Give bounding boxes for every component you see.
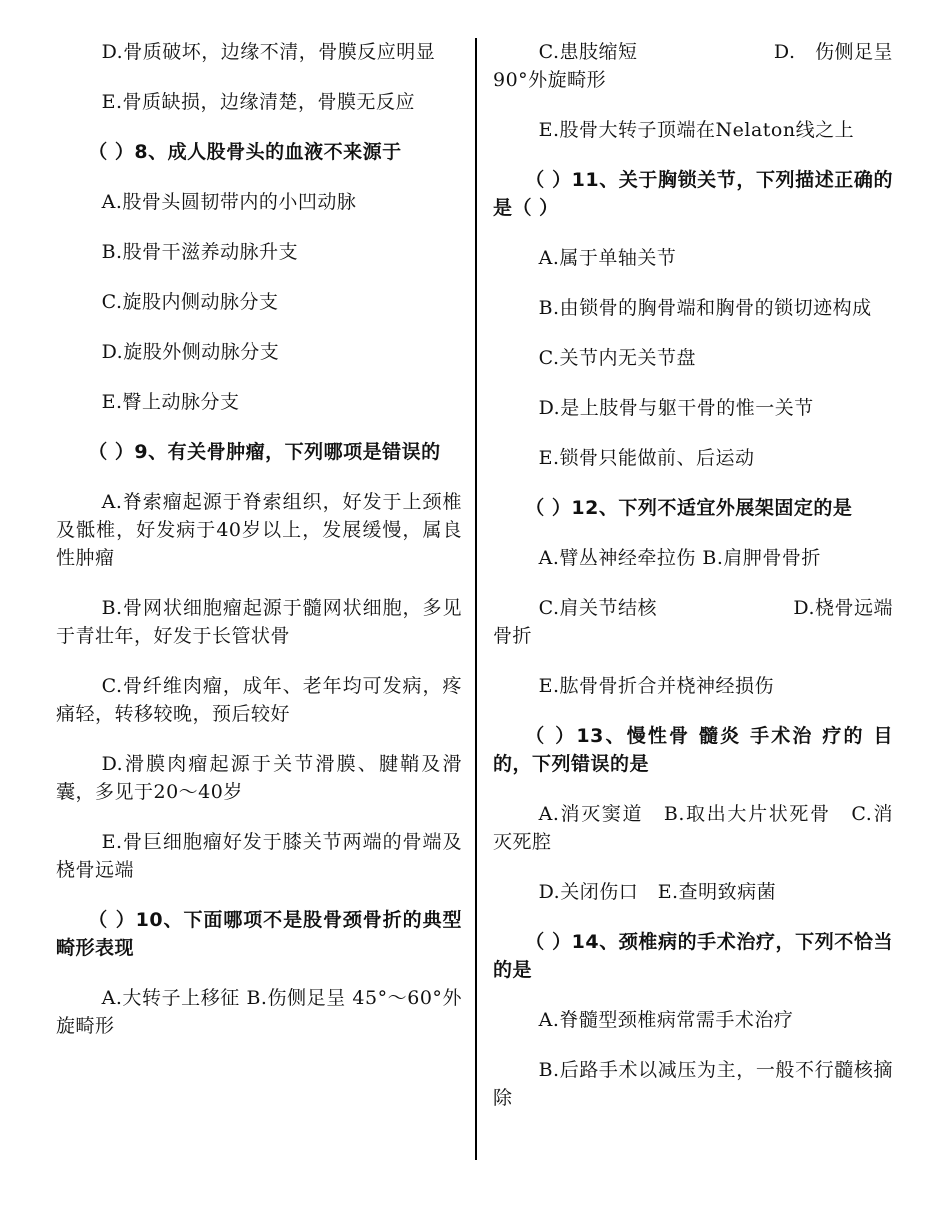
option-e: E.骨巨细胞瘤好发于膝关节两端的骨端及桡骨远端 [56,831,462,881]
option-a: A.属于单轴关节 [538,247,677,269]
question-8: （ ）8、成人股骨头的血液不来源于 [88,141,402,163]
option-e: E.锁骨只能做前、后运动 [538,447,755,469]
option-ab: A.臂丛神经牵拉伤 B.肩胛骨骨折 [538,547,821,569]
option-d-continued: 90°外旋畸形 [493,69,607,91]
option-c: C.关节内无关节盘 [538,347,696,369]
question-11: （ ）11、关于胸锁关节，下列描述正确的是（ ） [493,169,893,219]
option-d: D.是上肢骨与躯干骨的惟一关节 [538,397,814,419]
option-text: D.骨质破坏，边缘不清，骨膜反应明显 [101,41,436,63]
option-a: A.脊髓型颈椎病常需手术治疗 [538,1009,794,1031]
option-text: E.骨质缺损，边缘清楚，骨膜无反应 [101,91,416,113]
option-a: A.脊索瘤起源于脊索组织，好发于上颈椎及骶椎，好发病于40岁以上，发展缓慢，属良性肿瘤 [56,491,462,569]
option-e: E.肱骨骨折合并桡神经损伤 [538,675,775,697]
right-column [493,38,893,1134]
option-abc: A.消灭窦道 B.取出大片状死骨 C.消灭死腔 [493,803,893,853]
option-de: D.关闭伤口 E.查明致病菌 [538,881,777,903]
option-c: C.患肢缩短 [538,41,638,63]
option-a: A.股骨头圆韧带内的小凹动脉 [101,191,357,213]
option-b: B.后路手术以减压为主，一般不行髓核摘除 [493,1059,893,1109]
option-d: D.旋股外侧动脉分支 [101,341,280,363]
option-e: E.股骨大转子顶端在Nelaton线之上 [538,119,855,141]
option-d: D.桡骨远端 [793,597,893,619]
question-9: （ ）9、有关骨肿瘤，下列哪项是错误的 [88,441,441,463]
option-d: D.滑膜肉瘤起源于关节滑膜、腱鞘及滑囊，多见于20～40岁 [56,753,462,803]
left-column [56,38,462,1062]
option-d: D. 伤侧足呈 [773,41,893,63]
option-cd-row [493,594,893,622]
option-c: C.肩关节结核 [538,597,657,619]
option-d-continued: 骨折 [493,625,533,647]
question-13: （ ）13、慢性骨 髓炎 手术治 疗的 目的，下列错误的是 [493,725,893,775]
option-b: B.股骨干滋养动脉升支 [101,241,299,263]
question-12: （ ）12、下列不适宜外展架固定的是 [525,497,853,519]
question-10: （ ）10、下面哪项不是股骨颈骨折的典型畸形表现 [56,909,462,959]
question-14: （ ）14、颈椎病的手术治疗，下列不恰当的是 [493,931,893,981]
option-cd-row [493,38,893,66]
option-b: B.骨网状细胞瘤起源于髓网状细胞，多见于青壮年，好发于长管状骨 [56,597,462,647]
option-ab: A.大转子上移征 B.伤侧足呈 45°～60°外旋畸形 [56,987,462,1037]
option-c: C.旋股内侧动脉分支 [101,291,279,313]
option-b: B.由锁骨的胸骨端和胸骨的锁切迹构成 [538,297,872,319]
option-e: E.臀上动脉分支 [101,391,240,413]
column-divider [475,38,477,1160]
option-c: C.骨纤维肉瘤，成年、老年均可发病，疼痛轻，转移较晚，预后较好 [56,675,462,725]
